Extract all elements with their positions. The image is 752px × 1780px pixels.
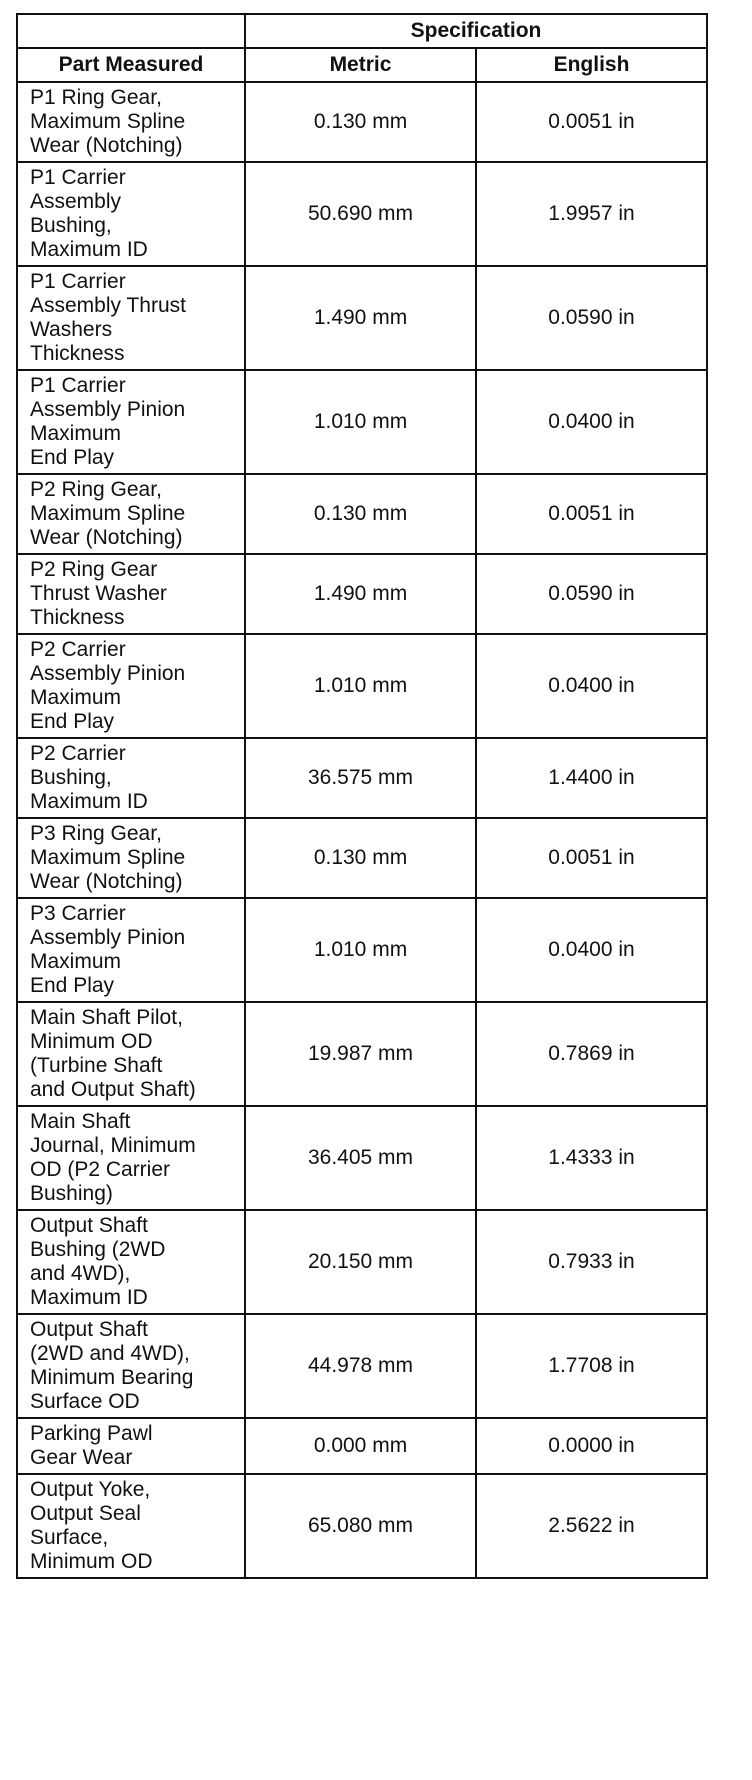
table-row [17, 634, 707, 738]
metric-value-cell: 1.490 mm [245, 266, 476, 370]
table-row [17, 554, 707, 634]
table-row [17, 1418, 707, 1474]
table-row [17, 1002, 707, 1106]
part-measured-cell: Output Yoke, Output Seal Surface, Minimum OD [17, 1474, 245, 1578]
english-heading: English [476, 48, 707, 82]
english-value-cell: 0.0051 in [476, 474, 707, 554]
metric-value-cell: 0.000 mm [245, 1418, 476, 1474]
english-value-cell: 0.0590 in [476, 266, 707, 370]
english-value-cell: 0.0051 in [476, 82, 707, 162]
metric-value-cell: 1.010 mm [245, 634, 476, 738]
english-value-cell: 1.4400 in [476, 738, 707, 818]
part-measured-cell: Main Shaft Journal, Minimum OD (P2 Carrier Bushing) [17, 1106, 245, 1210]
english-value-cell: 0.7869 in [476, 1002, 707, 1106]
table-row [17, 1314, 707, 1418]
header-blank-cell [17, 14, 245, 48]
part-measured-cell: Main Shaft Pilot, Minimum OD (Turbine Shaft and Output Shaft) [17, 1002, 245, 1106]
specification-heading: Specification [245, 14, 707, 48]
part-measured-cell: P2 Carrier Bushing, Maximum ID [17, 738, 245, 818]
metric-value-cell: 20.150 mm [245, 1210, 476, 1314]
part-measured-cell: Output Shaft Bushing (2WD and 4WD), Maximum ID [17, 1210, 245, 1314]
table-header [17, 14, 707, 82]
table-row [17, 82, 707, 162]
metric-value-cell: 65.080 mm [245, 1474, 476, 1578]
metric-value-cell: 44.978 mm [245, 1314, 476, 1418]
header-row-top [17, 14, 707, 48]
part-measured-cell: P1 Carrier Assembly Bushing, Maximum ID [17, 162, 245, 266]
table-row [17, 1106, 707, 1210]
part-measured-cell: P2 Carrier Assembly Pinion Maximum End Play [17, 634, 245, 738]
table-row [17, 1474, 707, 1578]
metric-value-cell: 1.010 mm [245, 898, 476, 1002]
metric-value-cell: 36.405 mm [245, 1106, 476, 1210]
metric-value-cell: 19.987 mm [245, 1002, 476, 1106]
metric-value-cell: 36.575 mm [245, 738, 476, 818]
metric-value-cell: 0.130 mm [245, 474, 476, 554]
english-value-cell: 1.9957 in [476, 162, 707, 266]
header-row-bottom [17, 48, 707, 82]
table-row [17, 1210, 707, 1314]
metric-value-cell: 0.130 mm [245, 82, 476, 162]
english-value-cell: 1.7708 in [476, 1314, 707, 1418]
part-measured-cell: P1 Carrier Assembly Thrust Washers Thickness [17, 266, 245, 370]
english-value-cell: 0.0400 in [476, 370, 707, 474]
part-measured-cell: P1 Ring Gear, Maximum Spline Wear (Notching) [17, 82, 245, 162]
metric-value-cell: 1.010 mm [245, 370, 476, 474]
part-measured-cell: Parking Pawl Gear Wear [17, 1418, 245, 1474]
english-value-cell: 0.0590 in [476, 554, 707, 634]
table-row [17, 738, 707, 818]
metric-value-cell: 0.130 mm [245, 818, 476, 898]
table-body [17, 82, 707, 1578]
english-value-cell: 0.0051 in [476, 818, 707, 898]
metric-heading: Metric [245, 48, 476, 82]
metric-value-cell: 1.490 mm [245, 554, 476, 634]
part-measured-cell: P3 Ring Gear, Maximum Spline Wear (Notching) [17, 818, 245, 898]
english-value-cell: 0.0400 in [476, 634, 707, 738]
english-value-cell: 0.7933 in [476, 1210, 707, 1314]
part-measured-cell: Output Shaft (2WD and 4WD), Minimum Bearing Surface OD [17, 1314, 245, 1418]
metric-value-cell: 50.690 mm [245, 162, 476, 266]
english-value-cell: 0.0400 in [476, 898, 707, 1002]
table-row [17, 474, 707, 554]
table-row [17, 162, 707, 266]
table-row [17, 898, 707, 1002]
part-measured-cell: P2 Ring Gear, Maximum Spline Wear (Notching) [17, 474, 245, 554]
specification-table [16, 13, 708, 1579]
table-row [17, 370, 707, 474]
part-measured-cell: P1 Carrier Assembly Pinion Maximum End Play [17, 370, 245, 474]
english-value-cell: 1.4333 in [476, 1106, 707, 1210]
table-row [17, 266, 707, 370]
part-measured-cell: P3 Carrier Assembly Pinion Maximum End Play [17, 898, 245, 1002]
part-measured-cell: P2 Ring Gear Thrust Washer Thickness [17, 554, 245, 634]
table-row [17, 818, 707, 898]
part-measured-heading: Part Measured [17, 48, 245, 82]
english-value-cell: 0.0000 in [476, 1418, 707, 1474]
english-value-cell: 2.5622 in [476, 1474, 707, 1578]
